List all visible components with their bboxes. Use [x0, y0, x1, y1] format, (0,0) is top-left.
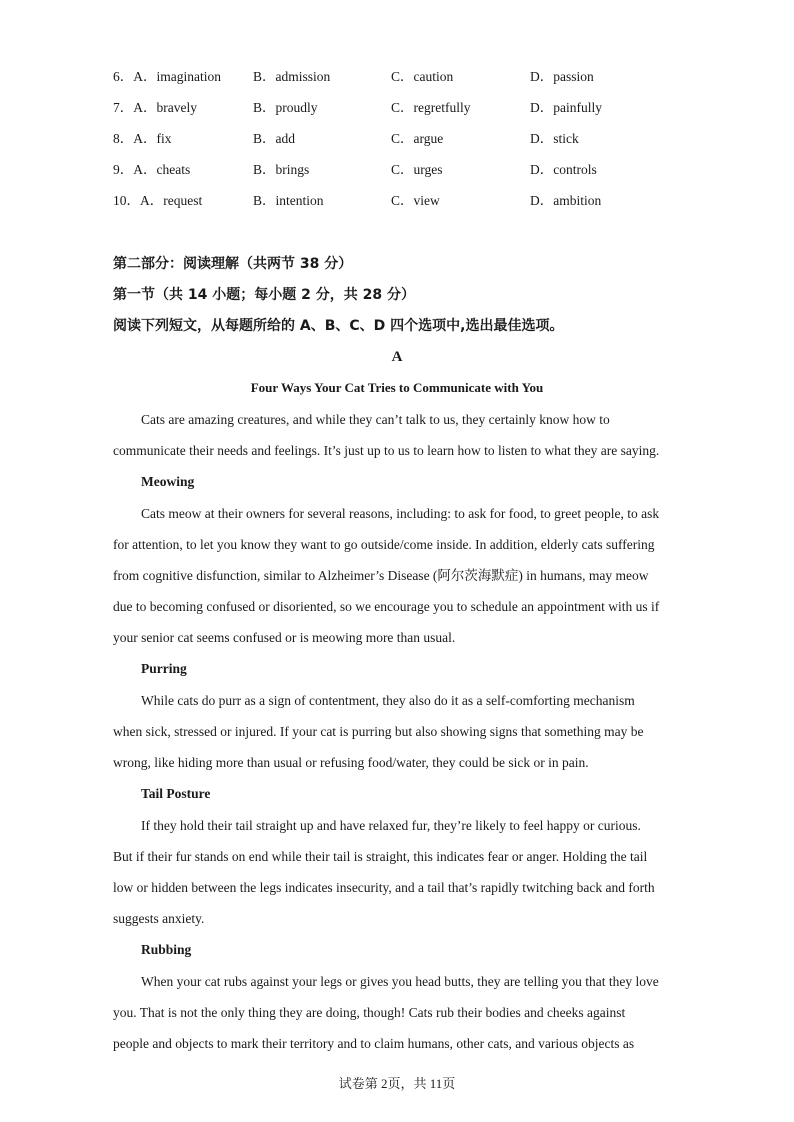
option-a: 10．A．request — [113, 193, 203, 208]
instruction: 阅读下列短文，从每题所给的 A、B、C、D 四个选项中,选出最佳选项。 — [113, 318, 564, 334]
option-d: D．passion — [530, 69, 594, 84]
option-c: C．argue — [391, 131, 444, 146]
passage-title: Four Ways Your Cat Tries to Communicate with You — [250, 380, 544, 395]
passage-letter: A — [391, 349, 403, 365]
option-c: C．caution — [391, 69, 454, 84]
option-b: B．admission — [253, 69, 331, 84]
purring-line: when sick, stressed or injured. If your cat is purring but also showing signs that something may be — [113, 724, 644, 739]
sub-title: 第一节（共 14 小题；每小题 2 分，共 28 分） — [113, 287, 415, 303]
option-row-8 — [0, 129, 794, 149]
option-b: B．intention — [253, 193, 324, 208]
option-a: 6．A．imagination — [113, 69, 221, 84]
meowing-line: from cognitive disfunction, similar to Alzheimer’s Disease (阿尔茨海默症) in humans, may meow — [113, 568, 649, 583]
tail-posture-line: If they hold their tail straight up and have relaxed fur, they’re likely to feel happy or curious. — [141, 818, 641, 833]
option-row-7 — [0, 98, 794, 118]
option-d: D．stick — [530, 131, 579, 146]
option-c: C．urges — [391, 162, 443, 177]
tail-posture-line: But if their fur stands on end while their tail is straight, this indicates fear or anger. Holding the tail — [113, 849, 648, 864]
option-row-10 — [0, 191, 794, 211]
meowing-line: your senior cat seems confused or is meowing more than usual. — [113, 630, 456, 645]
section-heading-purring: Purring — [141, 661, 187, 676]
option-d: D．controls — [530, 162, 597, 177]
tail-posture-line: suggests anxiety. — [113, 911, 205, 926]
section-heading-tail-posture: Tail Posture — [141, 786, 211, 801]
meowing-line: due to becoming confused or disoriented, so we encourage you to schedule an appointment with us if — [113, 599, 660, 614]
section-heading-meowing: Meowing — [141, 474, 195, 489]
rubbing-line: you. That is not the only thing they are doing, though! Cats rub their bodies and cheeks against — [113, 1005, 626, 1020]
intro-line: communicate their needs and feelings. It’s just up to us to learn how to listen to what they are saying. — [113, 443, 660, 458]
option-row-9 — [0, 160, 794, 180]
option-a: 9．A．cheats — [113, 162, 191, 177]
option-a: 7．A．bravely — [113, 100, 197, 115]
option-b: B．brings — [253, 162, 310, 177]
option-b: B．proudly — [253, 100, 318, 115]
purring-line: While cats do purr as a sign of contentment, they also do it as a self-comforting mechanism — [141, 693, 635, 708]
page-footer: 试卷第 2页，共 11页 — [338, 1076, 456, 1091]
option-c: C．regretfully — [391, 100, 471, 115]
purring-line: wrong, like hiding more than usual or refusing food/water, they could be sick or in pain. — [113, 755, 589, 770]
option-d: D．ambition — [530, 193, 602, 208]
option-a: 8．A．fix — [113, 131, 172, 146]
option-row-6 — [0, 67, 794, 87]
section-heading-rubbing: Rubbing — [141, 942, 192, 957]
rubbing-line: When your cat rubs against your legs or gives you head butts, they are telling you that they love — [141, 974, 659, 989]
intro-line: Cats are amazing creatures, and while they can’t talk to us, they certainly know how to — [141, 412, 610, 427]
option-d: D．painfully — [530, 100, 602, 115]
option-b: B．add — [253, 131, 295, 146]
tail-posture-line: low or hidden between the legs indicates insecurity, and a tail that’s rapidly twitching back and forth — [113, 880, 655, 895]
part-title: 第二部分：阅读理解（共两节 38 分） — [113, 256, 353, 272]
option-c: C．view — [391, 193, 440, 208]
meowing-line: Cats meow at their owners for several reasons, including: to ask for food, to greet people, to ask — [141, 506, 660, 521]
rubbing-line: people and objects to mark their territory and to claim humans, other cats, and various objects as — [113, 1036, 635, 1051]
meowing-line: for attention, to let you know they want to go outside/come inside. In addition, elderly cats suffering — [113, 537, 655, 552]
